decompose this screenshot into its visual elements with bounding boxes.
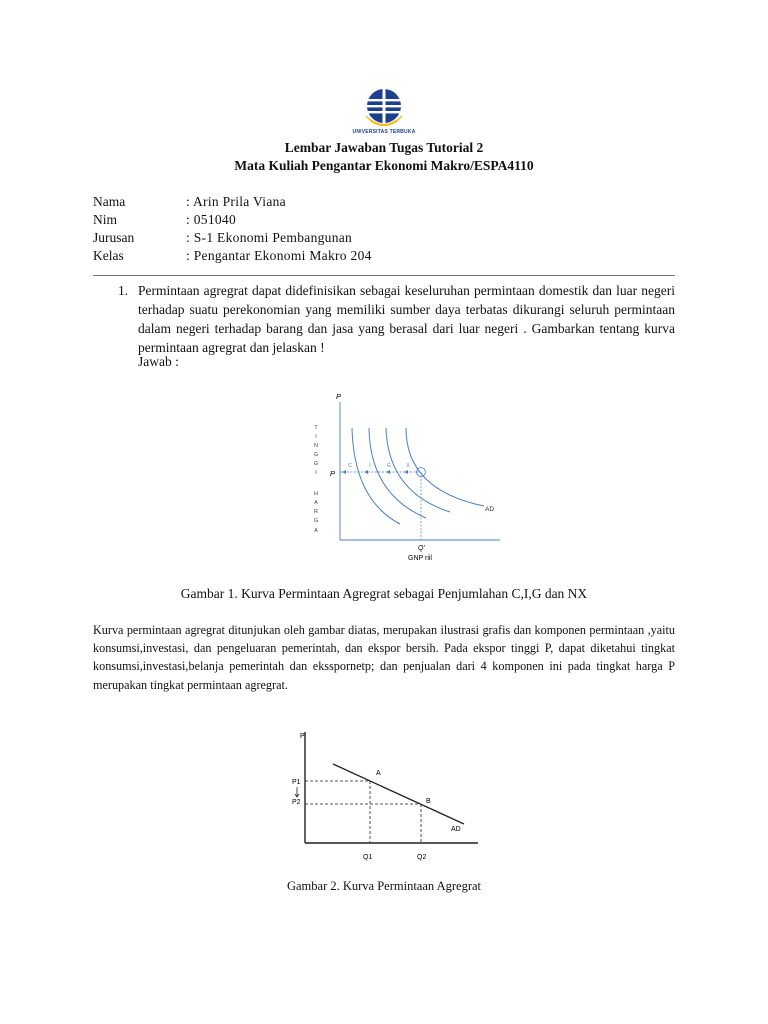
fig1-side-letter: A (314, 500, 318, 506)
fig1-side-letter: I (315, 434, 317, 440)
question-text: Permintaan agregrat dapat didefinisikan sebagai keseluruhan permintaan domestik dan luar negeri terhadap suatu perekonomian yang memiliki sumber daya terbatas dikurangi seluruh permintaan dalam negeri terhadap barang dan jasa yang berasal dari luar negeri . Gambarkan tentang kurva permintaan agregrat dan jelaskan ! (138, 283, 675, 355)
student-info (93, 194, 372, 266)
info-row-kelas (93, 248, 372, 266)
logo-caption: UNIVERSITAS TERBUKA (352, 129, 416, 135)
fig1-component-i: I (369, 463, 371, 469)
document-subtitle: Mata Kuliah Pengantar Ekonomi Makro/ESPA4110 (234, 158, 534, 173)
fig1-side-letter: T (314, 425, 318, 431)
fig1-side-letter: R (314, 509, 318, 515)
fig1-x-axis-label: GNP riil (408, 555, 432, 562)
fig1-component-c: C (348, 463, 352, 469)
figure-2-aggregate-demand-curve (278, 724, 488, 874)
info-row-jurusan (93, 230, 372, 248)
fig2-y-axis-label: P (300, 733, 305, 740)
question-number: 1. (118, 283, 129, 298)
figure-1-aggregate-demand-components (300, 388, 510, 568)
fig2-point-a: A (376, 770, 381, 777)
explanation-paragraph: Kurva permintaan agregrat ditunjukan oleh gambar diatas, merupakan ilustrasi grafis dan komponen permintaan ,yaitu konsumsi,investasi, dan pengeluaran pemerintah, dan ekspor bersih. Pada ekspor tinggi P, dapat diketahui tingkat konsumsi,investasi,belanja pemerintah dan eksspornetp; dan penjualan dari 4 komponen ini pada tingkat harga P merupakan tingkat permintaan agregrat. (93, 623, 675, 692)
document-title: Lembar Jawaban Tugas Tutorial 2 (284, 140, 484, 155)
info-row-nim (93, 212, 372, 230)
fig1-side-letter: G (313, 518, 319, 524)
info-value: : Arin Prila Viana (186, 194, 286, 209)
info-row-nama (93, 194, 372, 212)
info-label: Kelas (93, 248, 124, 263)
info-value: : S-1 Ekonomi Pembangunan (186, 230, 353, 245)
fig1-component-g: G (387, 463, 391, 469)
info-label: Jurusan (93, 230, 135, 245)
fig2-p1-label: P1 (292, 779, 301, 786)
fig1-side-letter: G (313, 452, 319, 458)
fig1-component-x: X (406, 463, 410, 469)
divider (93, 275, 675, 276)
info-value: : 051040 (186, 212, 237, 227)
fig1-side-letter: I (315, 470, 317, 476)
fig1-q-label: Q' (418, 545, 425, 552)
figure-2-caption: Gambar 2. Kurva Permintaan Agregrat (286, 879, 482, 893)
fig1-side-letter: N (314, 443, 318, 449)
fig2-q1-label: Q1 (363, 854, 373, 861)
fig2-q2-label: Q2 (417, 854, 427, 861)
fig2-p2-label: P2 (292, 799, 301, 806)
fig1-curve-label: AD (485, 506, 495, 513)
answer-label: Jawab : (138, 354, 179, 369)
fig1-price-label: P (330, 469, 336, 478)
fig2-point-b: B (426, 798, 431, 805)
figure-1-caption: Gambar 1. Kurva Permintaan Agregrat sebagai Penjumlahan C,I,G dan NX (180, 586, 588, 601)
info-label: Nim (93, 212, 118, 227)
info-value: : Pengantar Ekonomi Makro 204 (186, 248, 372, 263)
fig1-y-axis-label: P (336, 392, 342, 401)
fig1-side-letter: G (313, 461, 319, 467)
fig1-side-letter: H (314, 491, 318, 497)
info-label: Nama (93, 194, 126, 209)
fig2-curve-label: AD (451, 826, 461, 833)
fig1-side-letter: A (314, 528, 318, 534)
